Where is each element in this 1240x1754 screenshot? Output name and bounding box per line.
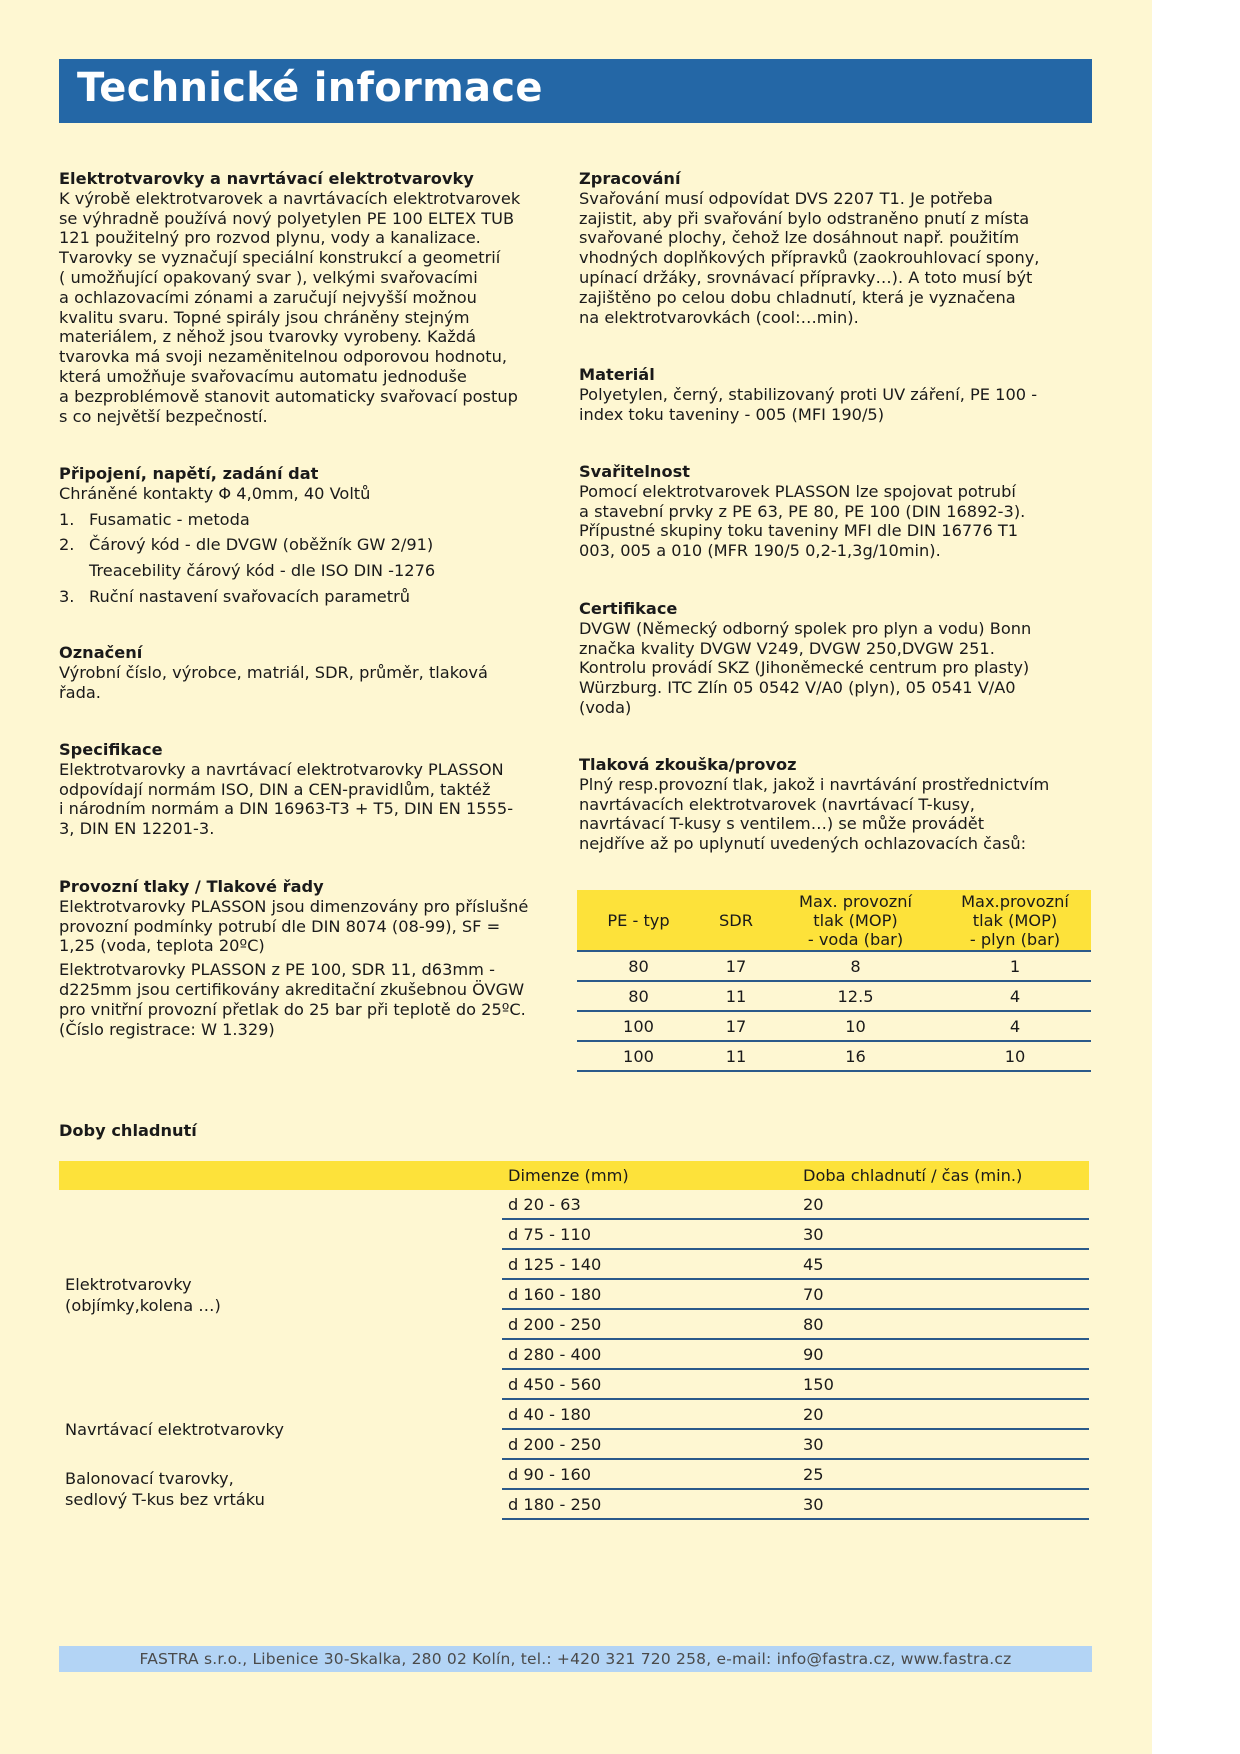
section-text: DVGW (Německý odborný spolek pro plyn a vodu) Bonn značka kvality DVGW V249, DVGW 250,DVGW 251. Kontrolu provádí SKZ (Jihoněmecké centrum pro plasty) Würzburg. ITC Zlín 05 0542 V/A0 (plyn), 05 0541 V/A0 (voda): [579, 618, 1032, 717]
list-number: 3.: [59, 586, 75, 606]
cell-mop-water: 12.5: [772, 981, 939, 1011]
section-heading: Certifikace: [579, 599, 678, 618]
section-tlakova-zkouska: [579, 755, 1089, 854]
section-heading: Materiál: [579, 365, 655, 384]
cell-pe-type: 100: [577, 1011, 700, 1041]
section-heading: Zpracování: [579, 169, 681, 188]
cooling-table-header: [59, 1161, 1089, 1190]
cell-cooling-time: 90: [797, 1339, 1089, 1369]
list-text: Ruční nastavení svařovacích parametrů: [89, 586, 410, 606]
cell-dimension: d 75 - 110: [502, 1219, 797, 1249]
table-row: [577, 951, 1091, 981]
section-oznaceni: [59, 643, 559, 702]
table-row: [577, 1011, 1091, 1041]
cell-cooling-time: 20: [797, 1399, 1089, 1429]
cell-cooling-time: 80: [797, 1309, 1089, 1339]
list-item: [59, 510, 559, 530]
section-text: Plný resp.provozní tlak, jakož i navrtávání prostřednictvím navrtávacích elektrotvarovek (navrtávací T-kusy, navrtávací T-kusy s ventilem…) se může provádět nejdříve až po uplynutí uvedených ochlazovacích časů:: [579, 774, 1050, 854]
cell-cooling-time: 30: [797, 1489, 1089, 1519]
cell-cooling-time: 150: [797, 1369, 1089, 1399]
section-svaritelnost: [579, 462, 1089, 561]
cell-cooling-time: 70: [797, 1279, 1089, 1309]
table-row: [577, 1041, 1091, 1071]
cell-dimension: d 200 - 250: [502, 1429, 797, 1459]
pressure-table-header: [577, 890, 1091, 951]
cell-dimension: d 20 - 63: [502, 1190, 797, 1219]
cell-dimension: d 160 - 180: [502, 1279, 797, 1309]
cell-pe-type: 80: [577, 981, 700, 1011]
cell-mop-gas: 4: [939, 981, 1091, 1011]
header-mop-water: Max. provozní tlak (MOP) - voda (bar): [772, 890, 939, 951]
header-mop-gas: Max.provozní tlak (MOP) - plyn (bar): [939, 890, 1091, 951]
header-sdr: SDR: [700, 890, 772, 951]
cell-mop-water: 8: [772, 951, 939, 981]
section-provozni-tlaky: [59, 877, 559, 1039]
cell-sdr: 17: [700, 1011, 772, 1041]
section-material: [579, 365, 1089, 424]
list-item: [59, 535, 559, 555]
section-text: Polyetylen, černý, stabilizovaný proti UV záření, PE 100 - index toku taveniny - 005 (MFI 190/5): [579, 384, 1038, 424]
list-text: Čárový kód - dle DVGW (oběžník GW 2/91): [89, 535, 434, 555]
section-heading: Připojení, napětí, zadání dat: [59, 464, 319, 483]
section-text: Pomocí elektrotvarovek PLASSON lze spojovat potrubí a stavební prvky z PE 63, PE 80, PE 100 (DIN 16892-3). Přípustné skupiny toku taveniny MFI dle DIN 16776 T1 003, 005 a 010 (MFR 190/5 0,2-1,3g/10min).: [579, 481, 1026, 561]
section-intro: Chráněné kontakty Φ 4,0mm, 40 Voltů: [59, 483, 371, 503]
cell-dimension: d 180 - 250: [502, 1489, 797, 1519]
cell-mop-gas: 10: [939, 1041, 1091, 1071]
cell-dimension: d 90 - 160: [502, 1459, 797, 1489]
section-text: K výrobě elektrotvarovek a navrtávacích elektrotvarovek se výhradně používá nový polyetylen PE 100 ELTEX TUB 121 použitelný pro rozvod plynu, vody a kanalizace. Tvarovky se vyznačují speciální konstrukcí a geometrií ( umožňující opakovaný svar ), velkými svařovacími a ochlazovacími zónami a zaručují nejvyšší možnou kvalitu svaru. Topné spirály jsou chráněny stejným materiálem, z něhož jsou tvarovky vyrobeny. Každá tvarovka má svoji nezaměnitelnou odporovou hodnotu, která umožňuje svařovacímu automatu jednoduše a bezproblémově stanovit automaticky svařovací postup s co největší bezpečností.: [59, 188, 521, 426]
cell-dimension: d 40 - 180: [502, 1399, 797, 1429]
table-row: [59, 1190, 1089, 1219]
section-elektrotvarovky: [59, 169, 559, 426]
header-pe-type: PE - typ: [577, 890, 700, 951]
list-number: 2.: [59, 535, 75, 555]
cell-group-label: Elektrotvarovky (objímky,kolena …): [65, 1274, 221, 1315]
cell-sdr: 11: [700, 981, 772, 1011]
list-item: [59, 587, 559, 607]
table-row: [577, 981, 1091, 1011]
cooling-title: Doby chladnutí: [59, 1121, 197, 1140]
pressure-table-body: [577, 951, 1091, 1071]
cell-cooling-time: 20: [797, 1190, 1089, 1219]
cell-cooling-time: 45: [797, 1249, 1089, 1279]
section-heading: Elektrotvarovky a navrtávací elektrotvarovky: [59, 169, 474, 188]
header-type: [59, 1161, 502, 1190]
section-text: Elektrotvarovky a navrtávací elektrotvarovky PLASSON odpovídají normám ISO, DIN a CEN-pravidlům, taktéž i národním normám a DIN 16963-T3 + T5, DIN EN 1555- 3, DIN EN 12201-3.: [59, 759, 514, 839]
cell-pe-type: 80: [577, 951, 700, 981]
cooling-table-body: [59, 1190, 1089, 1519]
cell-mop-water: 10: [772, 1011, 939, 1041]
section-heading: Svařitelnost: [579, 462, 690, 481]
section-certifikace: [579, 599, 1089, 718]
cell-dimension: d 450 - 560: [502, 1369, 797, 1399]
table-row: [59, 1459, 1089, 1489]
list-number: [59, 561, 89, 581]
cell-sdr: 17: [700, 951, 772, 981]
section-pripojeni: [59, 464, 559, 613]
section-heading: Specifikace: [59, 740, 163, 759]
cell-dimension: d 280 - 400: [502, 1339, 797, 1369]
cell-group-label: Navrtávací elektrotvarovky: [65, 1419, 284, 1439]
table-row: [59, 1399, 1089, 1429]
cooling-table: [59, 1161, 1089, 1520]
cell-cooling-time: 30: [797, 1219, 1089, 1249]
connection-list: [59, 510, 559, 607]
cell-cooling-time: 25: [797, 1459, 1089, 1489]
section-heading: Označení: [59, 643, 143, 662]
cell-pe-type: 100: [577, 1041, 700, 1071]
section-text: Svařování musí odpovídat DVS 2207 T1. Je potřeba zajistit, aby při svařování bylo odstraněno pnutí z místa svařované plochy, čehož lze dosáhnout např. použitím vhodných doplňkových přípravků (zaokrouhlovací spony, upínací držáky, srovnávací přípravky…). A toto musí být zajištěno po celou dobu chladnutí, která je vyznačena na elektrotvarovkách (cool:…min).: [579, 188, 1040, 327]
section-zpracovani: [579, 169, 1089, 327]
cell-mop-gas: 1: [939, 951, 1091, 981]
section-text: Výrobní číslo, výrobce, matriál, SDR, průměr, tlaková řada.: [59, 662, 488, 702]
page-title: Technické informace: [77, 65, 543, 111]
cell-group-label: Balonovací tvarovky, sedlový T-kus bez vrtáku: [65, 1469, 265, 1509]
list-text: Treacebility čárový kód - dle ISO DIN -1276: [89, 561, 436, 581]
section-text: Elektrotvarovky PLASSON jsou dimenzovány pro příslušné provozní podmínky potrubí dle DIN 8074 (08-99), SF = 1,25 (voda, teplota 20ºC): [59, 896, 529, 956]
section-text-2: Elektrotvarovky PLASSON z PE 100, SDR 11, d63mm - d225mm jsou certifikovány akreditační zkušebnou ÖVGW pro vnitřní provozní přetlak do 25 bar při teplotě do 25ºC. (Číslo registrace: W 1.329): [59, 960, 526, 1039]
header-dimension: Dimenze (mm): [502, 1161, 797, 1190]
list-number: 1.: [59, 509, 75, 529]
cell-cooling-time: 30: [797, 1429, 1089, 1459]
title-banner: [59, 59, 1092, 123]
pressure-table: [577, 890, 1091, 1072]
cell-dimension: d 125 - 140: [502, 1249, 797, 1279]
footer-contact: FASTRA s.r.o., Libenice 30‑Skalka, 280 02 Kolín, tel.: +420 321 720 258, e-mail: info@fastra.cz, www.fastra.cz: [59, 1646, 1092, 1672]
section-specifikace: [59, 740, 559, 839]
cell-dimension: d 200 - 250: [502, 1309, 797, 1339]
list-text: Fusamatic - metoda: [89, 509, 250, 529]
section-heading: Tlaková zkouška/provoz: [579, 755, 797, 774]
cell-sdr: 11: [700, 1041, 772, 1071]
section-heading: Provozní tlaky / Tlakové řady: [59, 877, 324, 896]
list-item: [59, 561, 559, 581]
cell-mop-water: 16: [772, 1041, 939, 1071]
cell-mop-gas: 4: [939, 1011, 1091, 1041]
header-cooling-time: Doba chladnutí / čas (min.): [797, 1161, 1089, 1190]
